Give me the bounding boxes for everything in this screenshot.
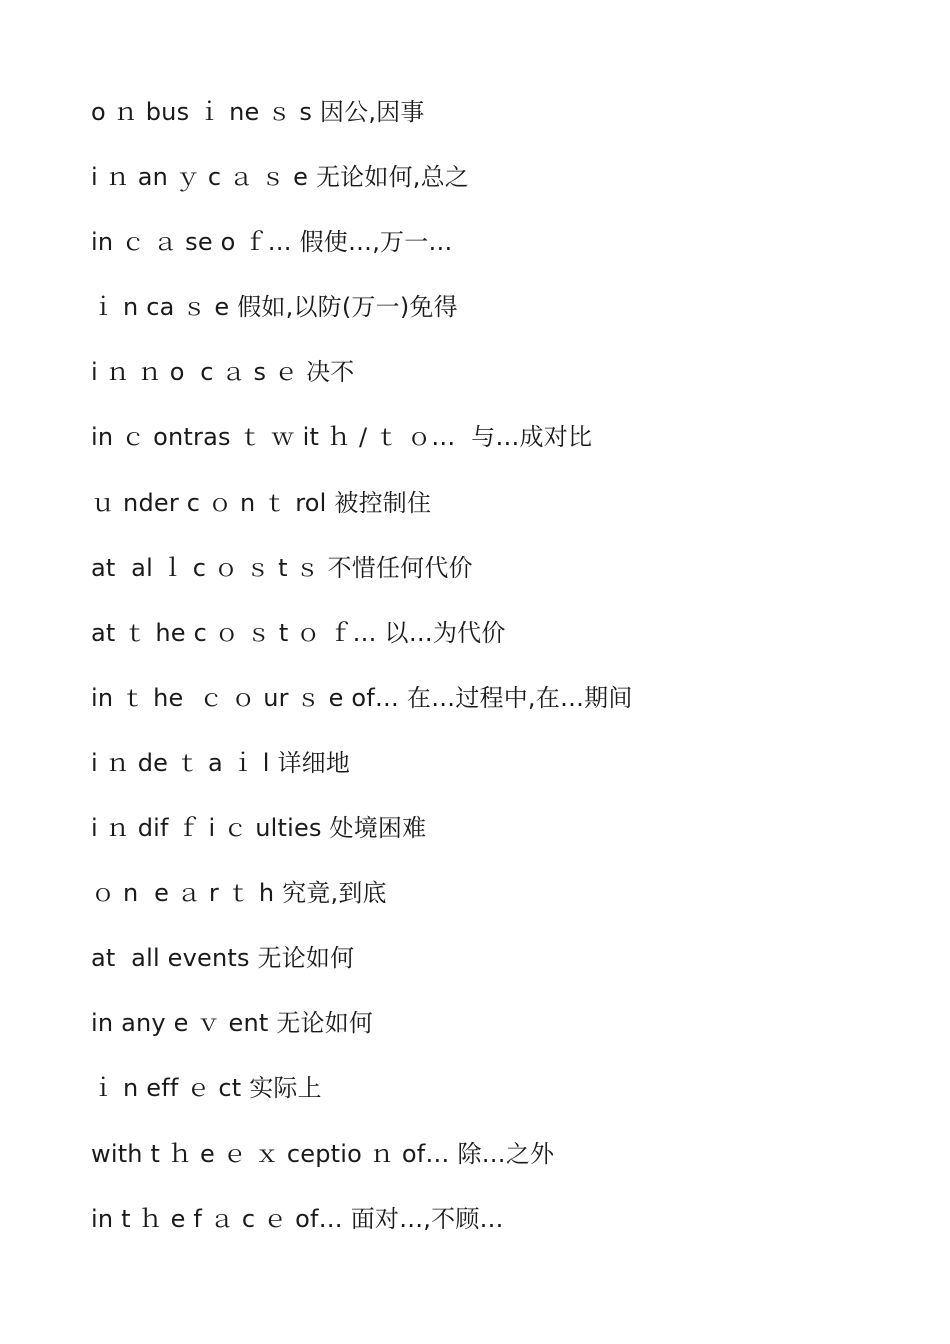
phrase-line: i ｎ an ｙ c ａ ｓ e 无论如何,总之 — [91, 163, 470, 192]
phrase-line: in t ｈ e f ａ c ｅ of… 面对…,不顾… — [91, 1204, 504, 1233]
phrase-line: ｕ nder c ｏ n ｔ rol 被控制住 — [91, 488, 432, 517]
phrase-line: i ｎ ｎ o c ａ s ｅ 决不 — [91, 358, 355, 387]
phrase-line: i ｎ de ｔ a ｉ l 详细地 — [91, 748, 351, 777]
phrase-line: ｉ n ca ｓ e 假如,以防(万一)免得 — [91, 293, 458, 322]
phrase-line: in ｔ he ｃ ｏ ur ｓ e of… 在…过程中,在…期间 — [91, 683, 633, 712]
phrase-line: at all events 无论如何 — [91, 944, 355, 973]
phrase-line: ｏ n e ａ r ｔ h 究竟,到底 — [91, 879, 387, 908]
phrase-line: ｉ n eff ｅ ct 实际上 — [91, 1074, 322, 1103]
phrase-line: o ｎ bus ｉ ne ｓ s 因公,因事 — [91, 98, 425, 126]
phrase-line: with t ｈ e ｅ ｘ ceptio ｎ of… 除…之外 — [91, 1139, 555, 1168]
phrase-line: at ｔ he c ｏ ｓ t ｏ ｆ… 以…为代价 — [91, 618, 506, 647]
phrase-line: i ｎ dif ｆ i ｃ ulties 处境困难 — [91, 814, 427, 843]
phrase-line: at al ｌ c ｏ ｓ t ｓ 不惜任何代价 — [91, 553, 473, 582]
phrase-line: in ｃ ａ se o ｆ… 假使…,万一… — [91, 228, 453, 257]
phrase-line: in ｃ ontras ｔ ｗ it ｈ / ｔ ｏ… 与…成对比 — [91, 423, 593, 452]
phrase-list — [91, 92, 633, 1264]
phrase-line: in any e ｖ ent 无论如何 — [91, 1009, 374, 1038]
